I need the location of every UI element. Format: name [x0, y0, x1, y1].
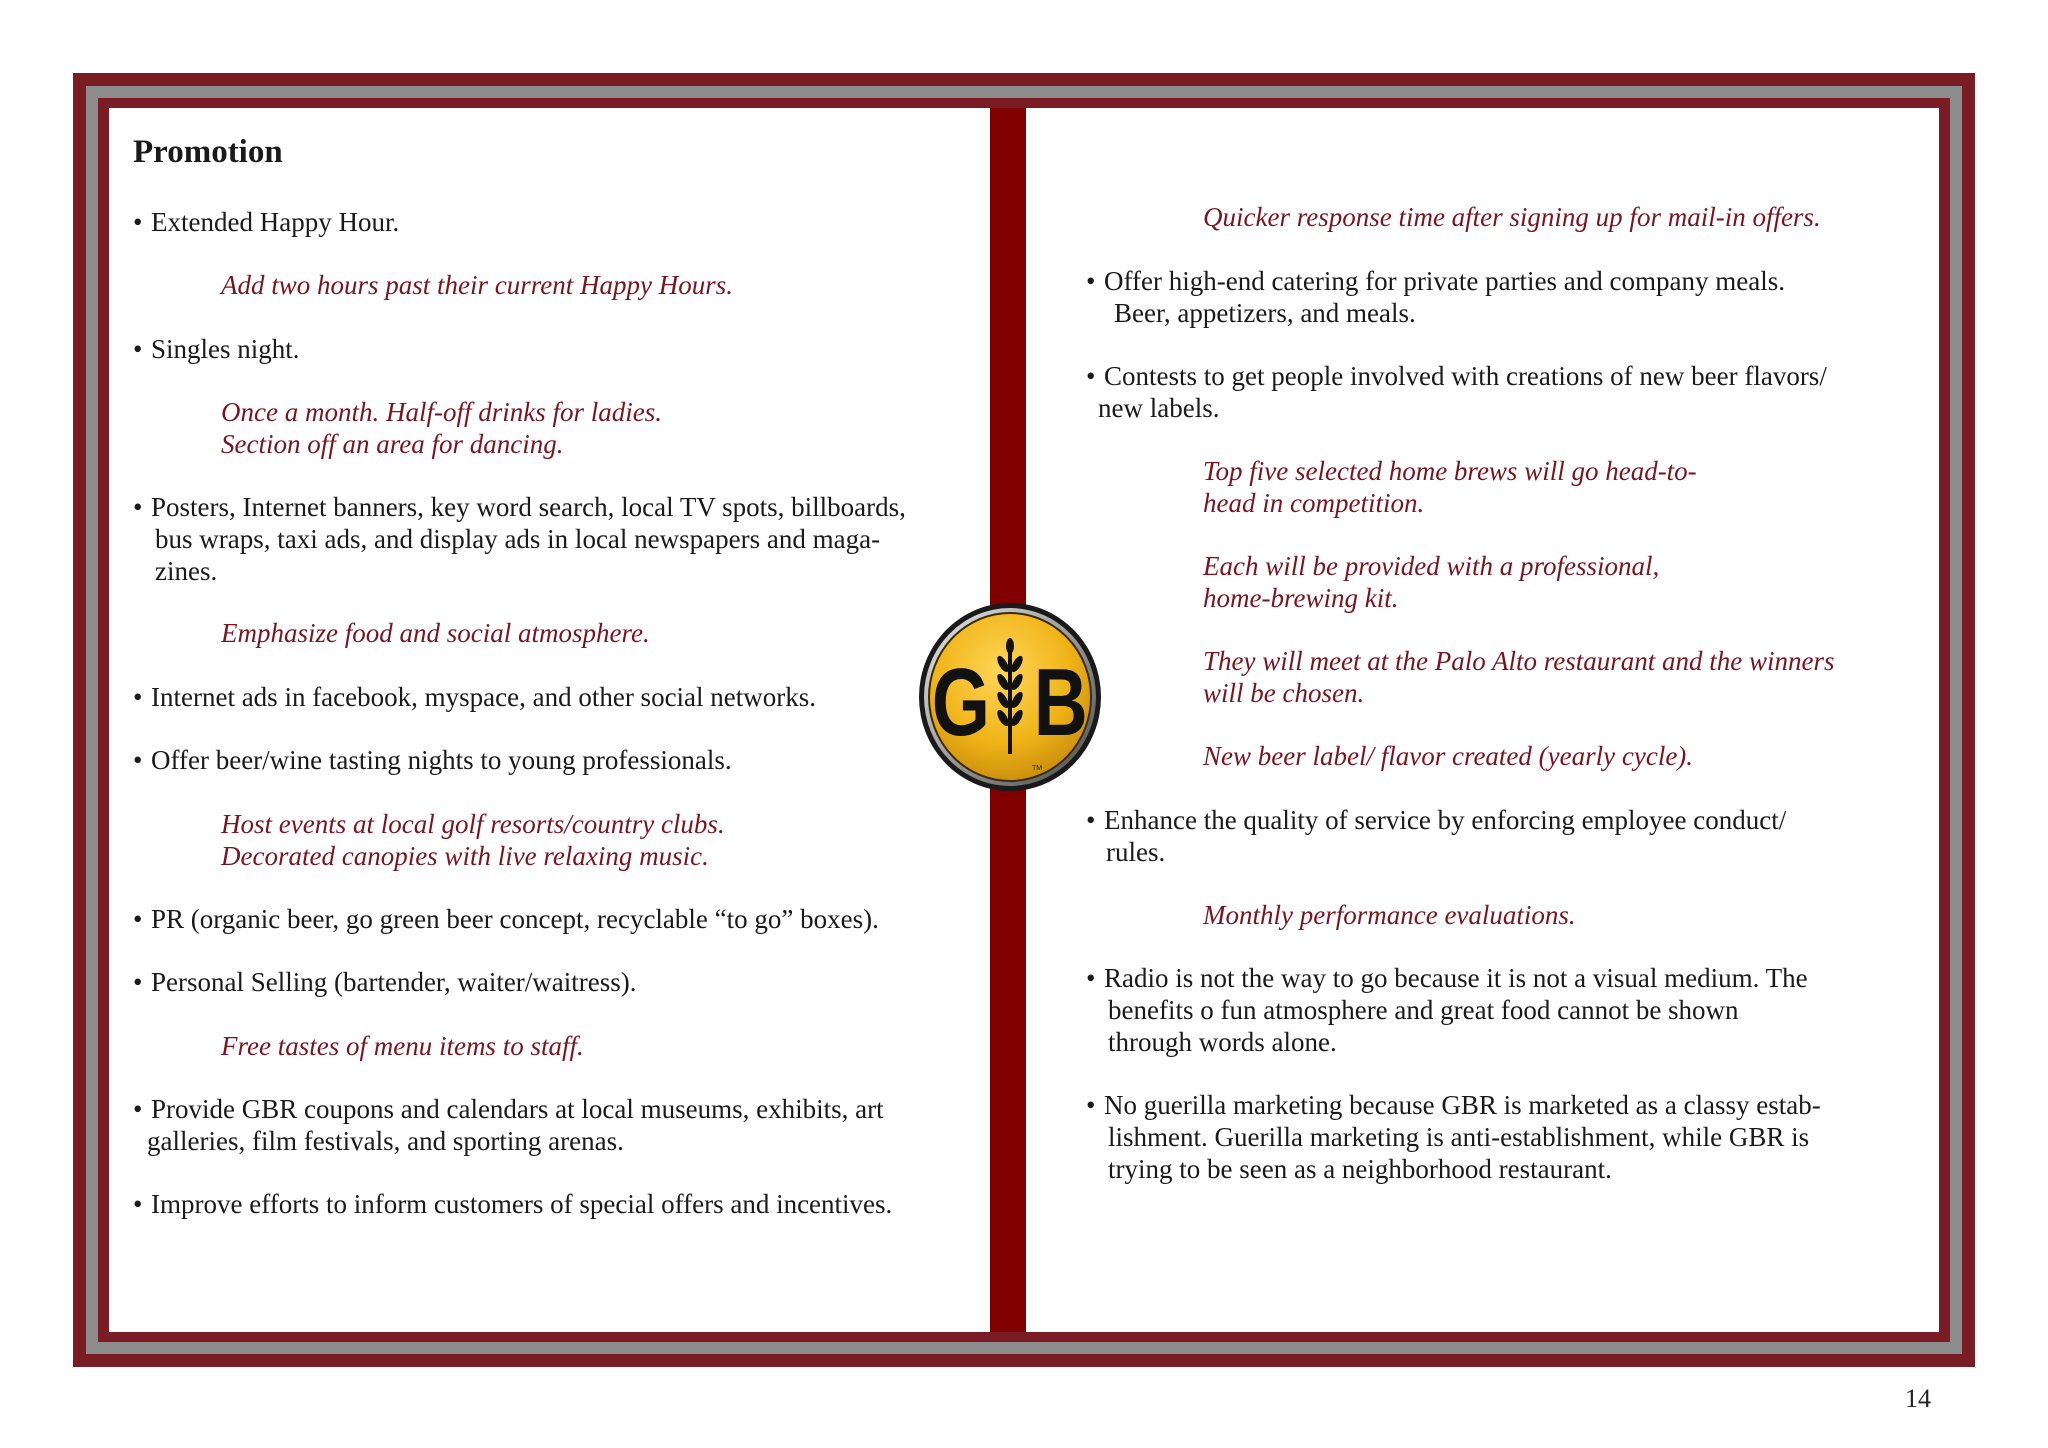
trademark-mark: TM	[1032, 765, 1043, 772]
logo-letter-b: B	[1033, 649, 1088, 757]
note-block	[1203, 550, 1659, 614]
note-line: Once a month. Half-off drinks for ladies.	[221, 397, 662, 427]
bullet-mark: •	[1086, 963, 1096, 993]
note-line: Each will be provided with a professional,	[1203, 551, 1660, 581]
note-line: home-brewing kit.	[1203, 583, 1399, 613]
bullet-text: Personal Selling (bartender, waiter/waitress).	[151, 967, 637, 997]
bullet-mark: •	[133, 682, 143, 712]
note-line: Free tastes of menu items to staff.	[221, 1031, 584, 1061]
bullet-text-continued: rules.	[1106, 837, 1166, 867]
bullet-text-continued: Beer, appetizers, and meals.	[1114, 298, 1416, 328]
bullet-item	[133, 744, 732, 776]
bullet-text-continued: bus wraps, taxi ads, and display ads in local newspapers and maga-	[155, 524, 881, 554]
bullet-item	[1086, 360, 1827, 424]
bullet-text-continued: lishment. Guerilla marketing is anti-establishment, while GBR is	[1108, 1122, 1810, 1152]
bullet-mark: •	[133, 207, 143, 237]
bullet-item	[133, 1188, 892, 1220]
note-block	[221, 808, 725, 872]
bullet-text-continued: new labels.	[1098, 393, 1220, 423]
bullet-text: Improve efforts to inform customers of special offers and incentives.	[151, 1189, 893, 1219]
bullet-text-continued: benefits o fun atmosphere and great food cannot be shown	[1108, 995, 1739, 1025]
bullet-text: Offer beer/wine tasting nights to young professionals.	[151, 745, 732, 775]
bullet-mark: •	[133, 745, 143, 775]
bullet-mark: •	[133, 1189, 143, 1219]
bullet-item	[133, 966, 637, 998]
note-line: Section off an area for dancing.	[221, 429, 564, 459]
bullet-item	[133, 206, 399, 238]
note-block	[1203, 899, 1576, 931]
bullet-text-continued: trying to be seen as a neighborhood restaurant.	[1108, 1154, 1612, 1184]
bullet-text: Radio is not the way to go because it is not a visual medium. The	[1104, 963, 1808, 993]
bullet-mark: •	[133, 1094, 143, 1124]
bullet-mark: •	[1086, 266, 1096, 296]
bullet-mark: •	[133, 967, 143, 997]
logo-letter-g: G	[931, 649, 991, 757]
note-block	[221, 617, 650, 649]
note-line: New beer label/ flavor created (yearly cycle).	[1203, 741, 1694, 771]
bullet-item	[1086, 804, 1786, 868]
bullet-mark: •	[1086, 361, 1096, 391]
note-line: They will meet at the Palo Alto restaurant and the winners	[1203, 646, 1835, 676]
page-number: 14	[1905, 1384, 1931, 1413]
bullet-text: No guerilla marketing because GBR is marketed as a classy estab-	[1104, 1090, 1821, 1120]
note-block	[221, 1030, 584, 1062]
bullet-item	[133, 1093, 884, 1157]
bullet-text: Offer high-end catering for private parties and company meals.	[1104, 266, 1785, 296]
note-line: will be chosen.	[1203, 678, 1365, 708]
note-line: head in competition.	[1203, 488, 1425, 518]
bullet-item	[133, 491, 906, 587]
section-heading: Promotion	[133, 134, 283, 170]
bullet-mark: •	[133, 492, 143, 522]
bullet-item	[1086, 962, 1808, 1058]
bullet-item	[133, 681, 816, 713]
bullet-text: Singles night.	[151, 334, 300, 364]
bullet-mark: •	[1086, 805, 1096, 835]
note-block	[1203, 740, 1693, 772]
bullet-text-continued: through words alone.	[1108, 1027, 1337, 1057]
note-block	[1203, 645, 1834, 709]
note-line: Add two hours past their current Happy Hours.	[221, 270, 733, 300]
bullet-item	[1086, 265, 1785, 329]
bullet-text-continued: galleries, film festivals, and sporting arenas.	[147, 1126, 624, 1156]
gbr-logo	[918, 602, 1102, 792]
note-line: Quicker response time after signing up for mail-in offers.	[1203, 202, 1821, 232]
bullet-text-continued: zines.	[155, 556, 218, 586]
bullet-item	[133, 903, 879, 935]
bullet-text: PR (organic beer, go green beer concept, recyclable “to go” boxes).	[151, 904, 879, 934]
bullet-text: Provide GBR coupons and calendars at local museums, exhibits, art	[151, 1094, 884, 1124]
bullet-text: Extended Happy Hour.	[151, 207, 400, 237]
bullet-text: Posters, Internet banners, key word search, local TV spots, billboards,	[151, 492, 906, 522]
bullet-text: Enhance the quality of service by enforcing employee conduct/	[1104, 805, 1787, 835]
bullet-text: Contests to get people involved with creations of new beer flavors/	[1104, 361, 1827, 391]
note-line: Monthly performance evaluations.	[1203, 900, 1576, 930]
bullet-mark: •	[1086, 1090, 1096, 1120]
note-line: Top five selected home brews will go head-to-	[1203, 456, 1697, 486]
note-line: Decorated canopies with live relaxing music.	[221, 841, 709, 871]
bullet-text: Internet ads in facebook, myspace, and other social networks.	[151, 682, 817, 712]
note-block	[1203, 201, 1821, 233]
note-block	[221, 269, 733, 301]
bullet-mark: •	[133, 334, 143, 364]
note-block	[1203, 455, 1697, 519]
bullet-item	[133, 333, 300, 365]
note-line: Host events at local golf resorts/country clubs.	[221, 809, 725, 839]
bullet-item	[1086, 1089, 1821, 1185]
bullet-mark: •	[133, 904, 143, 934]
note-line: Emphasize food and social atmosphere.	[221, 618, 650, 648]
note-block	[221, 396, 662, 460]
